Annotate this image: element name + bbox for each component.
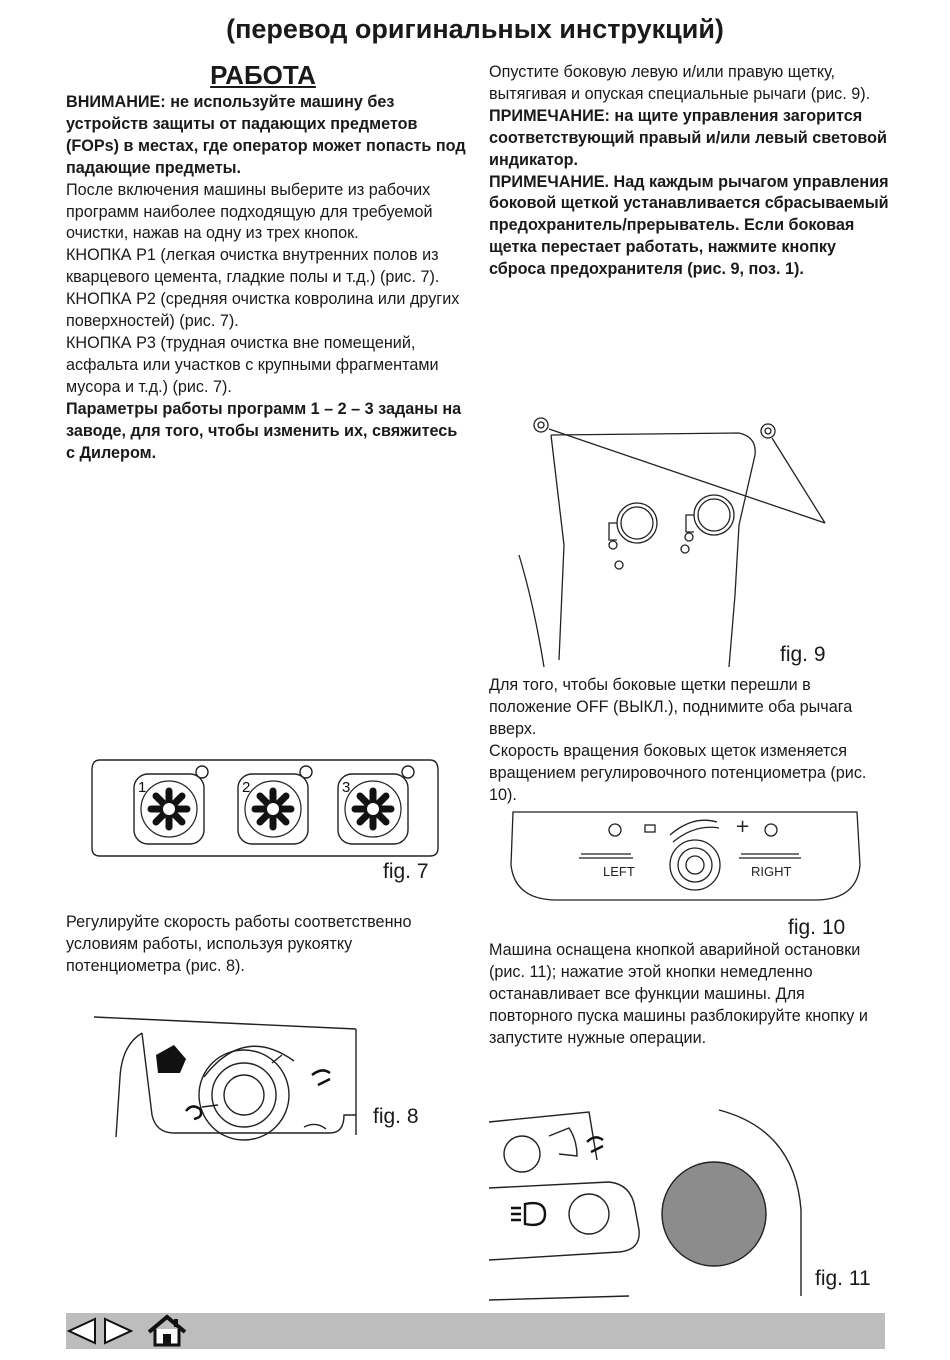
params-note: Параметры работы программ 1 – 2 – 3 заданы на заводе, для того, чтобы изменить их, свяжитесь с Дилером.	[66, 399, 462, 462]
fig8-text: Регулируйте скорость работы соответственно условиям работы, используя рукоятку потенциометра (рис. 8).	[66, 913, 412, 975]
lower-brush-text: Опустите боковую левую и/или правую щетку, вытягивая и опуская специальные рычаги (рис. 9).	[489, 63, 871, 103]
fig10-panel	[505, 810, 865, 905]
intro-text: После включения машины выберите из рабочих программ наиболее подходящую для требуемой очистки, нажав на одну из трех кнопок.	[66, 180, 433, 243]
fig11-text-block	[489, 940, 889, 1050]
fig8-illustration	[94, 1015, 360, 1137]
fig7-button-2-label: 2	[242, 779, 251, 796]
fig10-caption: fig. 10	[788, 916, 846, 939]
warning-text: ВНИМАНИЕ: не используйте машину без устройств защиты от падающих предметов (FOPs) в местах, где оператор может попасть под падающие предметы.	[66, 93, 466, 177]
arrow-right-icon	[102, 1317, 134, 1345]
fig9-illustration	[489, 405, 889, 680]
home-button[interactable]	[146, 1313, 188, 1349]
fig9-caption: fig. 9	[780, 643, 826, 666]
fig8-caption: fig. 8	[373, 1105, 419, 1128]
section-title: РАБОТА	[210, 60, 316, 90]
fig7-caption: fig. 7	[383, 860, 429, 883]
button-p1-text: КНОПКА P1 (легкая очистка внутренних полов из кварцевого цемента, гладкие полы и т.д.) (рис. 7).	[66, 246, 440, 287]
note-indicator: ПРИМЕЧАНИЕ: на щите управления загорится соответствующий правый и/или левый световой индикатор.	[489, 106, 887, 169]
note-breaker: ПРИМЕЧАНИЕ. Над каждым рычагом управления боковой щеткой устанавливается сбрасываемый предохранитель/прерыватель. Если боковая щетка перестает работать, нажмите кнопку сброса предохранителя (рис. 9, поз. 1).	[489, 172, 889, 279]
button-p2-text: КНОПКА P2 (средняя очистка ковролина или других поверхностей) (рис. 7).	[66, 290, 460, 331]
fig7-button-3-label: 3	[342, 779, 351, 796]
off-text: Для того, чтобы боковые щетки перешли в положение OFF (ВЫКЛ.), поднимите оба рычага вверх.	[489, 676, 853, 738]
fig10-plus: +	[735, 816, 751, 837]
emergency-stop-button-icon	[662, 1162, 766, 1266]
fig7-panel	[90, 758, 440, 860]
button-p3-text: КНОПКА P3 (трудная очистка вне помещений, асфальта или участков с крупными фрагментами мусора и т.д.) (рис. 7).	[66, 333, 439, 396]
fig10-left-label: LEFT	[603, 864, 635, 879]
page-title: (перевод оригинальных инструкций)	[226, 14, 724, 44]
fig11-caption: fig. 11	[815, 1267, 871, 1290]
arrow-left-icon	[66, 1317, 98, 1345]
fig7-button-1-label: 1	[138, 779, 147, 796]
fig10-right-label: RIGHT	[751, 864, 792, 879]
emergency-text: Машина оснащена кнопкой аварийной остановки (рис. 11); нажатие этой кнопки немедленно останавливает все функции машины. Для повторного пуска машины разблокируйте кнопку и запустите нужные операции.	[489, 941, 868, 1047]
home-icon	[146, 1315, 188, 1347]
next-page-button[interactable]	[102, 1313, 134, 1349]
prev-page-button[interactable]	[66, 1313, 98, 1349]
fig10-text-block	[489, 675, 889, 806]
footer-bar	[66, 1313, 885, 1349]
speed-text: Скорость вращения боковых щеток изменяется вращением регулировочного потенциометра (рис. 10).	[489, 741, 867, 804]
fig11-illustration	[489, 1110, 809, 1300]
left-column	[66, 92, 466, 464]
right-column	[489, 62, 889, 281]
fig8-text-block	[66, 912, 466, 978]
